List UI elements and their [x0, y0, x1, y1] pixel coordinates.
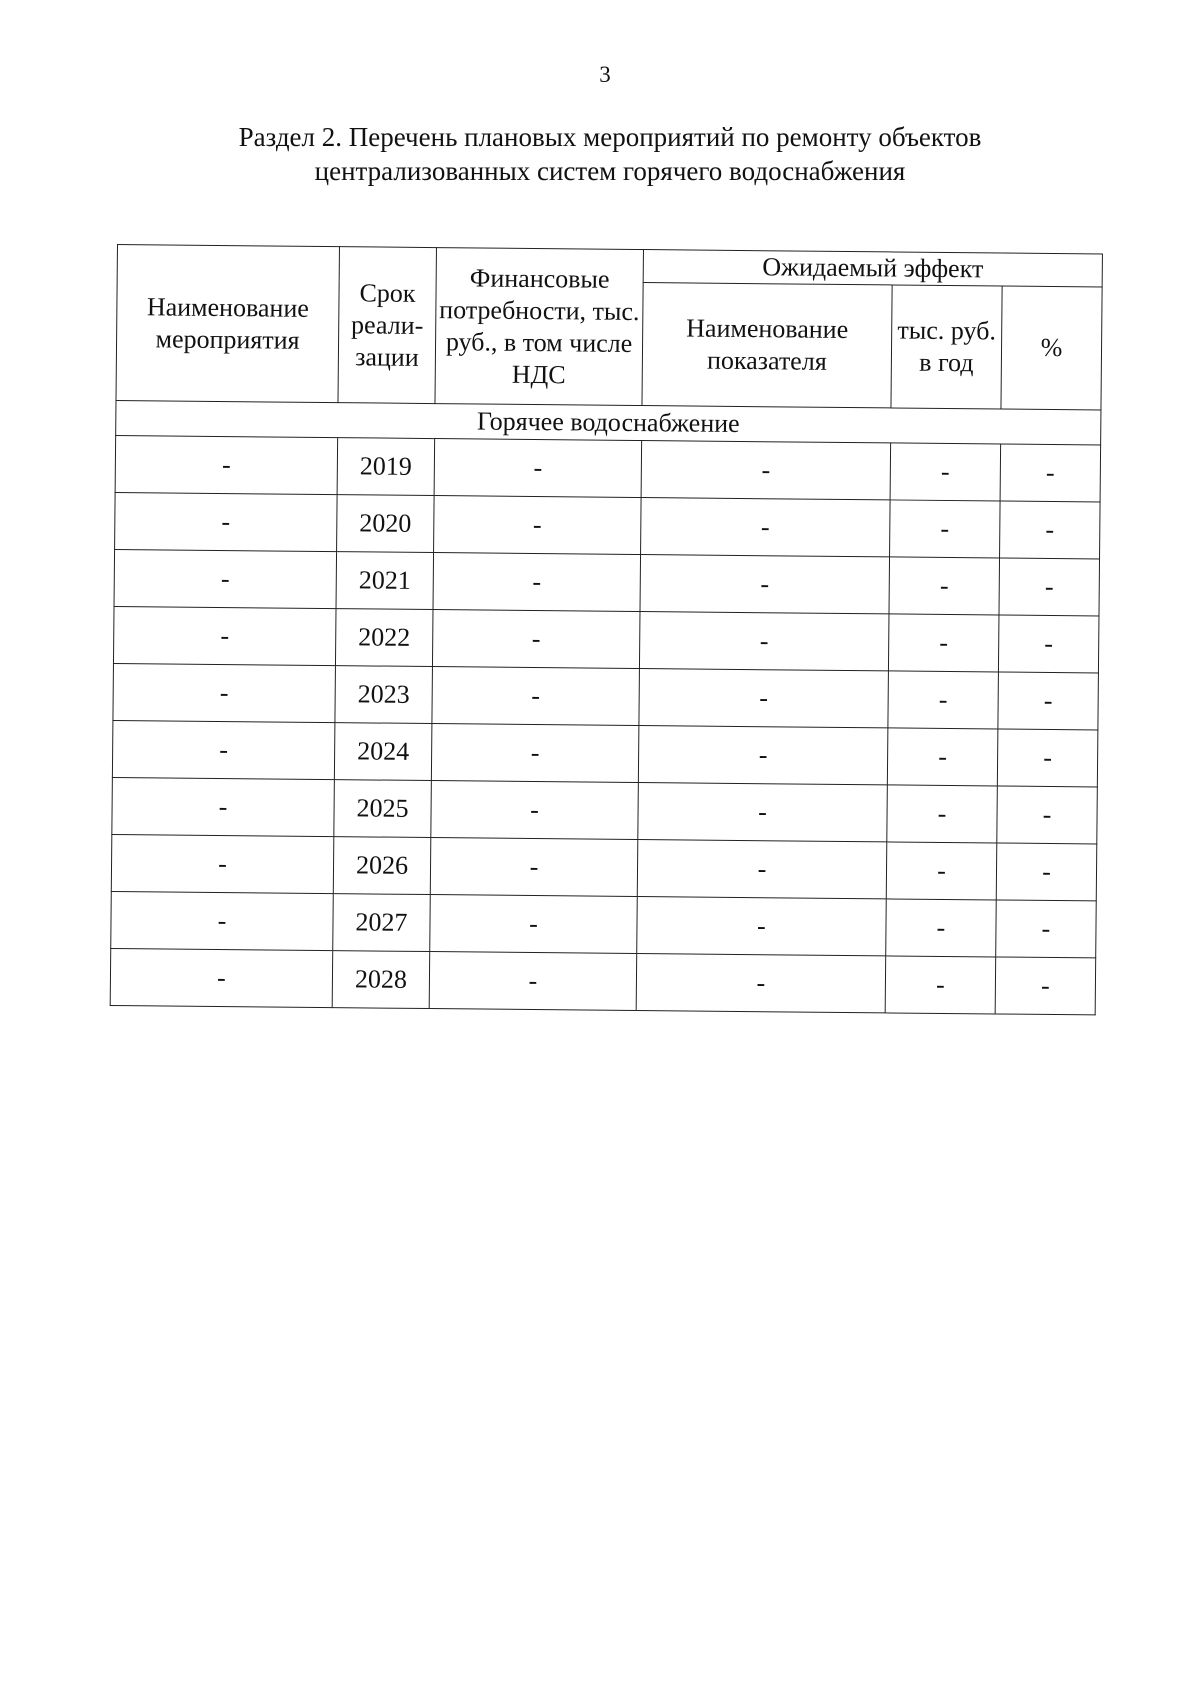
- cell-thousand-rub: -: [887, 728, 998, 786]
- cell-year: 2024: [334, 723, 432, 781]
- cell-indicator-name: -: [638, 726, 888, 785]
- cell-thousand-rub: -: [886, 842, 997, 900]
- cell-activity-name: -: [112, 777, 335, 836]
- cell-finance: -: [432, 667, 640, 726]
- cell-percent: -: [997, 729, 1098, 787]
- cell-indicator-name: -: [639, 612, 889, 671]
- header-percent: %: [1001, 286, 1102, 410]
- cell-percent: -: [998, 615, 1099, 673]
- cell-finance: -: [432, 610, 640, 669]
- cell-thousand-rub: -: [888, 671, 999, 729]
- cell-percent: -: [997, 786, 1098, 844]
- cell-finance: -: [430, 895, 638, 954]
- table-row: [112, 720, 1098, 786]
- cell-year: 2028: [332, 951, 430, 1009]
- cell-thousand-rub: -: [886, 899, 997, 957]
- header-indicator-name: Наименование показателя: [642, 283, 892, 408]
- cell-thousand-rub: -: [890, 500, 1001, 558]
- cell-year: 2026: [333, 837, 431, 895]
- cell-percent: -: [995, 957, 1096, 1015]
- cell-indicator-name: -: [636, 954, 886, 1013]
- cell-indicator-name: -: [641, 441, 891, 500]
- section-title-line-2: централизованных систем горячего водоснабжения: [314, 156, 906, 186]
- header-activity-name: Наименование мероприятия: [116, 245, 339, 403]
- cell-finance: -: [430, 838, 638, 897]
- activities-table-wrapper: [110, 244, 1102, 1015]
- cell-activity-name: -: [115, 492, 338, 551]
- cell-finance: -: [433, 553, 641, 612]
- cell-percent: -: [998, 672, 1099, 730]
- cell-year: 2020: [337, 495, 435, 553]
- table-body: [110, 400, 1101, 1014]
- page-number: 3: [599, 62, 611, 87]
- table-row: [111, 891, 1097, 957]
- cell-thousand-rub: -: [887, 785, 998, 843]
- cell-percent: -: [1000, 444, 1101, 502]
- cell-thousand-rub: -: [890, 443, 1001, 501]
- cell-activity-name: -: [113, 606, 336, 665]
- header-thousand-rub-per-year: тыс. руб. в год: [891, 285, 1002, 409]
- cell-activity-name: -: [111, 891, 334, 950]
- cell-indicator-name: -: [637, 897, 887, 956]
- cell-percent: -: [996, 900, 1097, 958]
- cell-finance: -: [431, 724, 639, 783]
- cell-indicator-name: -: [640, 555, 890, 614]
- header-finance: Финансовые потребности, тыс. руб., в том числе НДС: [435, 248, 643, 406]
- cell-thousand-rub: -: [889, 557, 1000, 615]
- header-row-1: [117, 245, 1102, 287]
- cell-activity-name: -: [113, 663, 336, 722]
- cell-indicator-name: -: [641, 498, 891, 557]
- cell-finance: -: [434, 439, 642, 498]
- cell-year: 2025: [334, 780, 432, 838]
- cell-activity-name: -: [111, 834, 334, 893]
- cell-activity-name: -: [110, 948, 333, 1007]
- table-row: [115, 435, 1101, 501]
- cell-activity-name: -: [112, 720, 335, 779]
- cell-finance: -: [431, 781, 639, 840]
- section-title-line-1: Раздел 2. Перечень плановых мероприятий по ремонту объектов: [238, 122, 982, 152]
- cell-activity-name: -: [114, 549, 337, 608]
- table-row: [112, 777, 1098, 843]
- header-term: Срок реали-зации: [338, 247, 436, 404]
- table-row: [113, 663, 1099, 729]
- cell-year: 2023: [335, 666, 433, 724]
- cell-indicator-name: -: [637, 840, 887, 899]
- cell-finance: -: [434, 496, 642, 555]
- cell-percent: -: [1000, 501, 1101, 559]
- cell-thousand-rub: -: [888, 614, 999, 672]
- cell-activity-name: -: [115, 435, 338, 494]
- group-label: Горячее водоснабжение: [116, 400, 1101, 444]
- activities-table: [110, 244, 1103, 1015]
- cell-percent: -: [996, 843, 1097, 901]
- table-row: [113, 606, 1099, 672]
- cell-indicator-name: -: [639, 669, 889, 728]
- cell-year: 2021: [336, 552, 434, 610]
- header-expected-effect: Ожидаемый эффект: [643, 250, 1102, 287]
- cell-year: 2019: [337, 438, 435, 496]
- cell-year: 2022: [335, 609, 433, 667]
- cell-finance: -: [429, 952, 637, 1011]
- cell-year: 2027: [333, 894, 431, 952]
- cell-indicator-name: -: [638, 783, 888, 842]
- table-row: [111, 834, 1097, 900]
- section-title: [150, 120, 1070, 188]
- cell-thousand-rub: -: [885, 956, 996, 1014]
- table-row: [114, 549, 1100, 615]
- cell-percent: -: [999, 558, 1100, 616]
- table-row: [110, 948, 1096, 1014]
- table-row: [115, 492, 1101, 558]
